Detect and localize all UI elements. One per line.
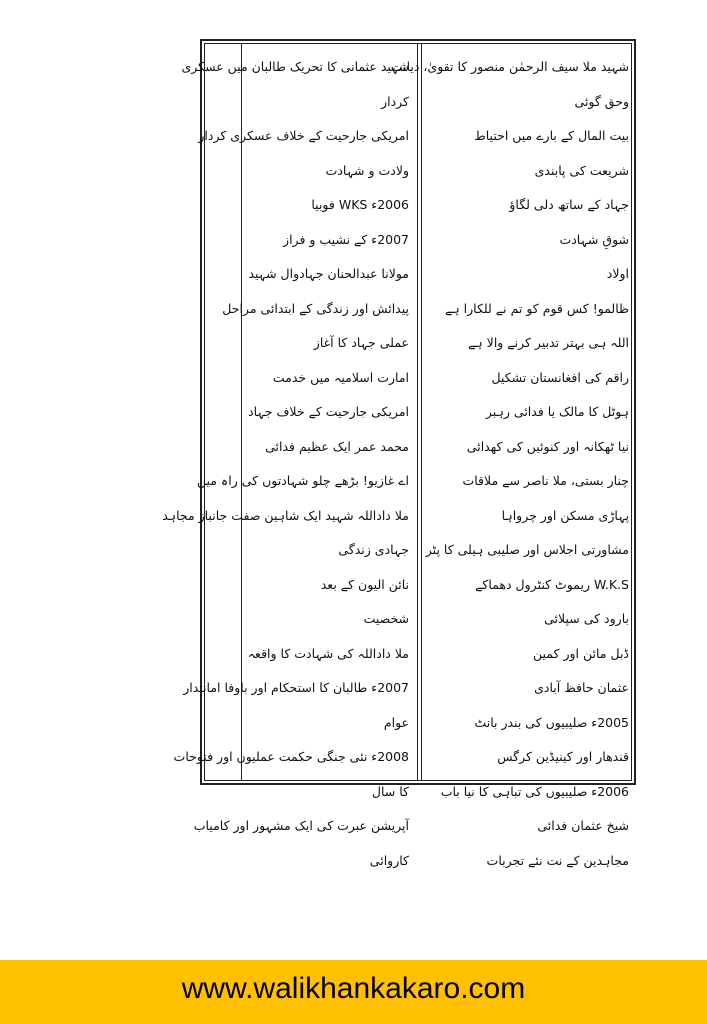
contents-entry: 2008ء نئی جنگی حکمت عملیوں اور فتوحات — [173, 749, 409, 764]
contents-entry: نیا ٹھکانہ اور کنوئیں کی کھدائی — [466, 438, 629, 454]
contents-entry: چنار بستی، ملا ناصر سے ملاقات — [462, 473, 629, 488]
contents-entry: اللہ ہی بہتر تدبیر کرنے والا ہے — [468, 335, 629, 350]
contents-entry: ملا داداللہ کی شہادت کا واقعہ — [247, 645, 409, 661]
contents-entry: ڈبل مائن اور کمین — [533, 645, 629, 661]
contents-entry: نائن الیون کے بعد — [320, 576, 409, 592]
contents-entry: مولانا عبدالحنان جہادوال شہید — [248, 266, 409, 281]
contents-entry: 2006ء WKS فوبیا — [311, 197, 409, 212]
contents-entry: اولاد — [606, 266, 629, 281]
contents-entry: شیخ عثمان فدائی — [537, 818, 629, 833]
contents-entry: جہاد کے ساتھ دلی لگاؤ — [509, 197, 629, 212]
contents-entry: کاروائی — [369, 852, 409, 868]
contents-entry: مجاہدین کے نت نئے تجربات — [486, 852, 629, 868]
contents-entry: قندھار اور کینیڈین کرگس — [497, 749, 629, 764]
contents-entry: مشاورتی اجلاس اور صلیبی ہیلی کا پٹر — [425, 542, 629, 557]
contents-entry: عملی جہاد کا آغاز — [313, 335, 409, 350]
contents-entry: آپریشن عبرت کی ایک مشہور اور کامیاب — [193, 818, 409, 833]
contents-entry: 2007ء کے نشیب و فراز — [283, 231, 409, 247]
contents-entry: امارت اسلامیہ میں خدمت — [272, 369, 409, 385]
website-url[interactable]: www.walikhankakaro.com — [181, 972, 526, 1005]
contents-entry: امریکی جارحیت کے خلاف جہاد — [248, 404, 409, 419]
contents-entry: ملا داداللہ شہید ایک شاہین صفت جانباز مجاہد — [162, 507, 409, 523]
footer-banner — [0, 960, 707, 1024]
contents-entry: 2007ء طالبان کا استحکام اور باوفا امانتدار — [183, 680, 409, 695]
contents-entry: کردار — [381, 93, 409, 109]
contents-entry: پہاڑی مسکن اور چرواہا — [501, 507, 629, 523]
contents-left-column — [162, 50, 409, 878]
contents-entry: شوقِ شہادت — [559, 231, 629, 247]
contents-entry: ولادت و شہادت — [325, 162, 409, 178]
contents-entry: ہوٹل کا مالک یا فدائی رہبر — [485, 404, 629, 419]
contents-entry: اے غازیو! بڑھے چلو شہادتوں کی راہ میں — [196, 473, 409, 488]
contents-entry: راقم کی افغانستان تشکیل — [491, 369, 629, 385]
column-divider-middle-right — [421, 43, 422, 781]
contents-entry: محمد عمر ایک عظیم فدائی — [265, 438, 409, 454]
contents-entry: وحق گوئی — [574, 93, 629, 109]
contents-entry: شریعت کی پابندی — [534, 162, 629, 178]
contents-entry: شہید عثمانی کا تحریک طالبان میں عسکری — [181, 59, 409, 74]
contents-entry: شہید ملا سیف الرحمٰن منصور کا تقویٰ، دیانت — [390, 59, 629, 74]
column-divider-middle-left — [417, 43, 418, 781]
contents-entry: عوام — [383, 714, 409, 730]
contents-entry: کا سال — [371, 783, 409, 799]
contents-entry: عثمان حافظ آبادی — [534, 680, 629, 695]
contents-entry: پیدائش اور زندگی کے ابتدائی مراحل — [222, 300, 409, 316]
contents-entry: جہادی زندگی — [338, 542, 409, 557]
contents-entry: 2005ء صلیبیوں کی بندر بانٹ — [474, 714, 629, 730]
contents-entry: W.K.S ریموٹ کنٹرول دھماکے — [475, 576, 629, 592]
contents-entry: 2006ء صلیبیوں کی تباہی کا نیا باب — [440, 783, 629, 799]
contents-entry: بارود کی سپلائی — [544, 611, 629, 626]
contents-entry: امریکی جارحیت کے خلاف عسکری کردار — [198, 128, 409, 143]
contents-entry: ظالمو! کس قوم کو تم نے للکارا ہے — [445, 300, 629, 316]
contents-entry: شخصیت — [363, 611, 409, 626]
contents-entry: بیت المال کے بارے میں احتیاط — [474, 128, 629, 143]
